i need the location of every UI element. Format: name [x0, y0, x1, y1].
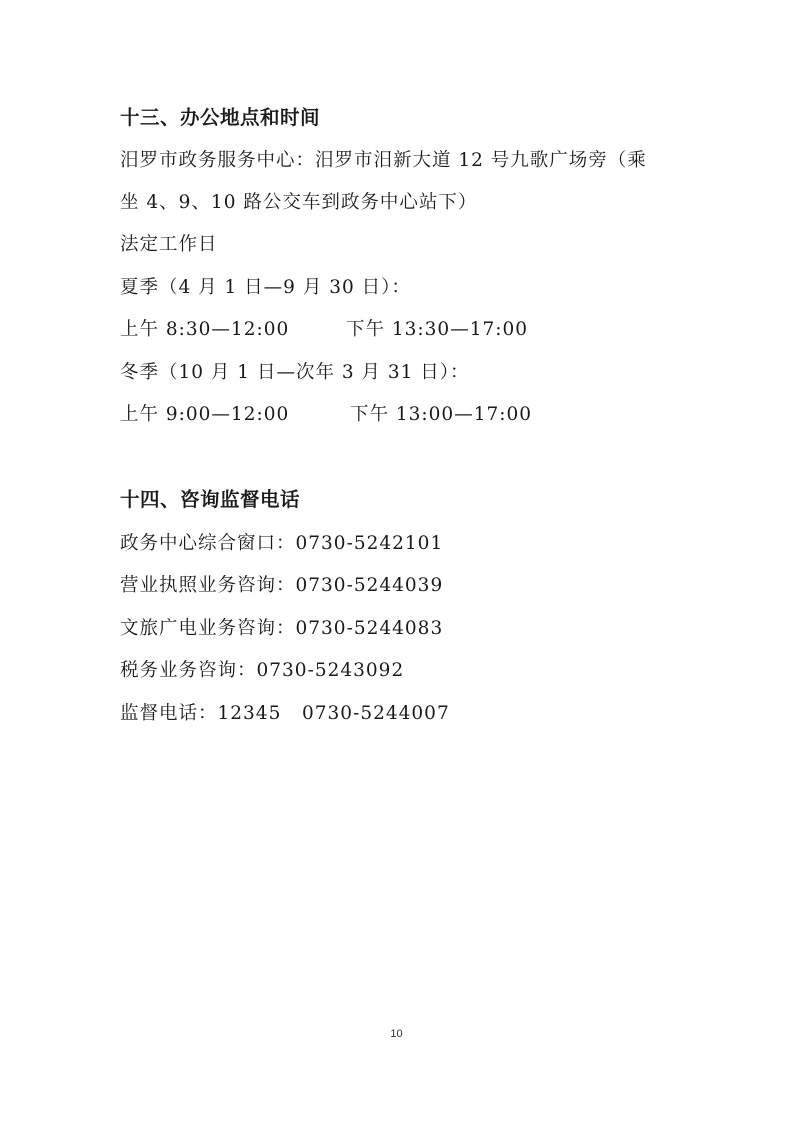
summer-morning-hours: 上午 8:30—12:00	[120, 319, 290, 340]
phone-line-culture-tourism: 文旅广电业务咨询：0730-5244083	[120, 618, 444, 639]
winter-morning-hours: 上午 9:00—12:00	[120, 404, 290, 425]
section-heading-consultation-hotlines: 十四、咨询监督电话	[120, 488, 301, 511]
phone-line-supervision: 监督电话：12345 0730-5244007	[120, 703, 450, 724]
summer-hours-row	[120, 318, 529, 342]
summer-season-label: 夏季（4 月 1 日—9 月 30 日）：	[120, 277, 411, 298]
phone-line-business-license: 营业执照业务咨询：0730-5244039	[120, 575, 444, 596]
phone-line-service-center: 政务中心综合窗口：0730-5242101	[120, 533, 444, 554]
winter-season-label: 冬季（10 月 1 日—次年 3 月 31 日）：	[120, 362, 470, 383]
section-heading-office-location-hours: 十三、办公地点和时间	[120, 106, 321, 129]
address-line-2: 坐 4、9、10 路公交车到政务中心站下）	[120, 192, 478, 213]
winter-afternoon-hours: 下午 13:00—17:00	[350, 404, 533, 425]
phone-line-tax: 税务业务咨询：0730-5243092	[120, 660, 405, 681]
winter-hours-row	[120, 403, 533, 427]
legal-workday-label: 法定工作日	[120, 234, 218, 255]
summer-afternoon-hours: 下午 13:30—17:00	[346, 319, 529, 340]
address-line-1: 汨罗市政务服务中心：汨罗市汨新大道 12 号九歌广场旁（乘	[120, 150, 647, 171]
page-number: 10	[390, 1028, 403, 1040]
